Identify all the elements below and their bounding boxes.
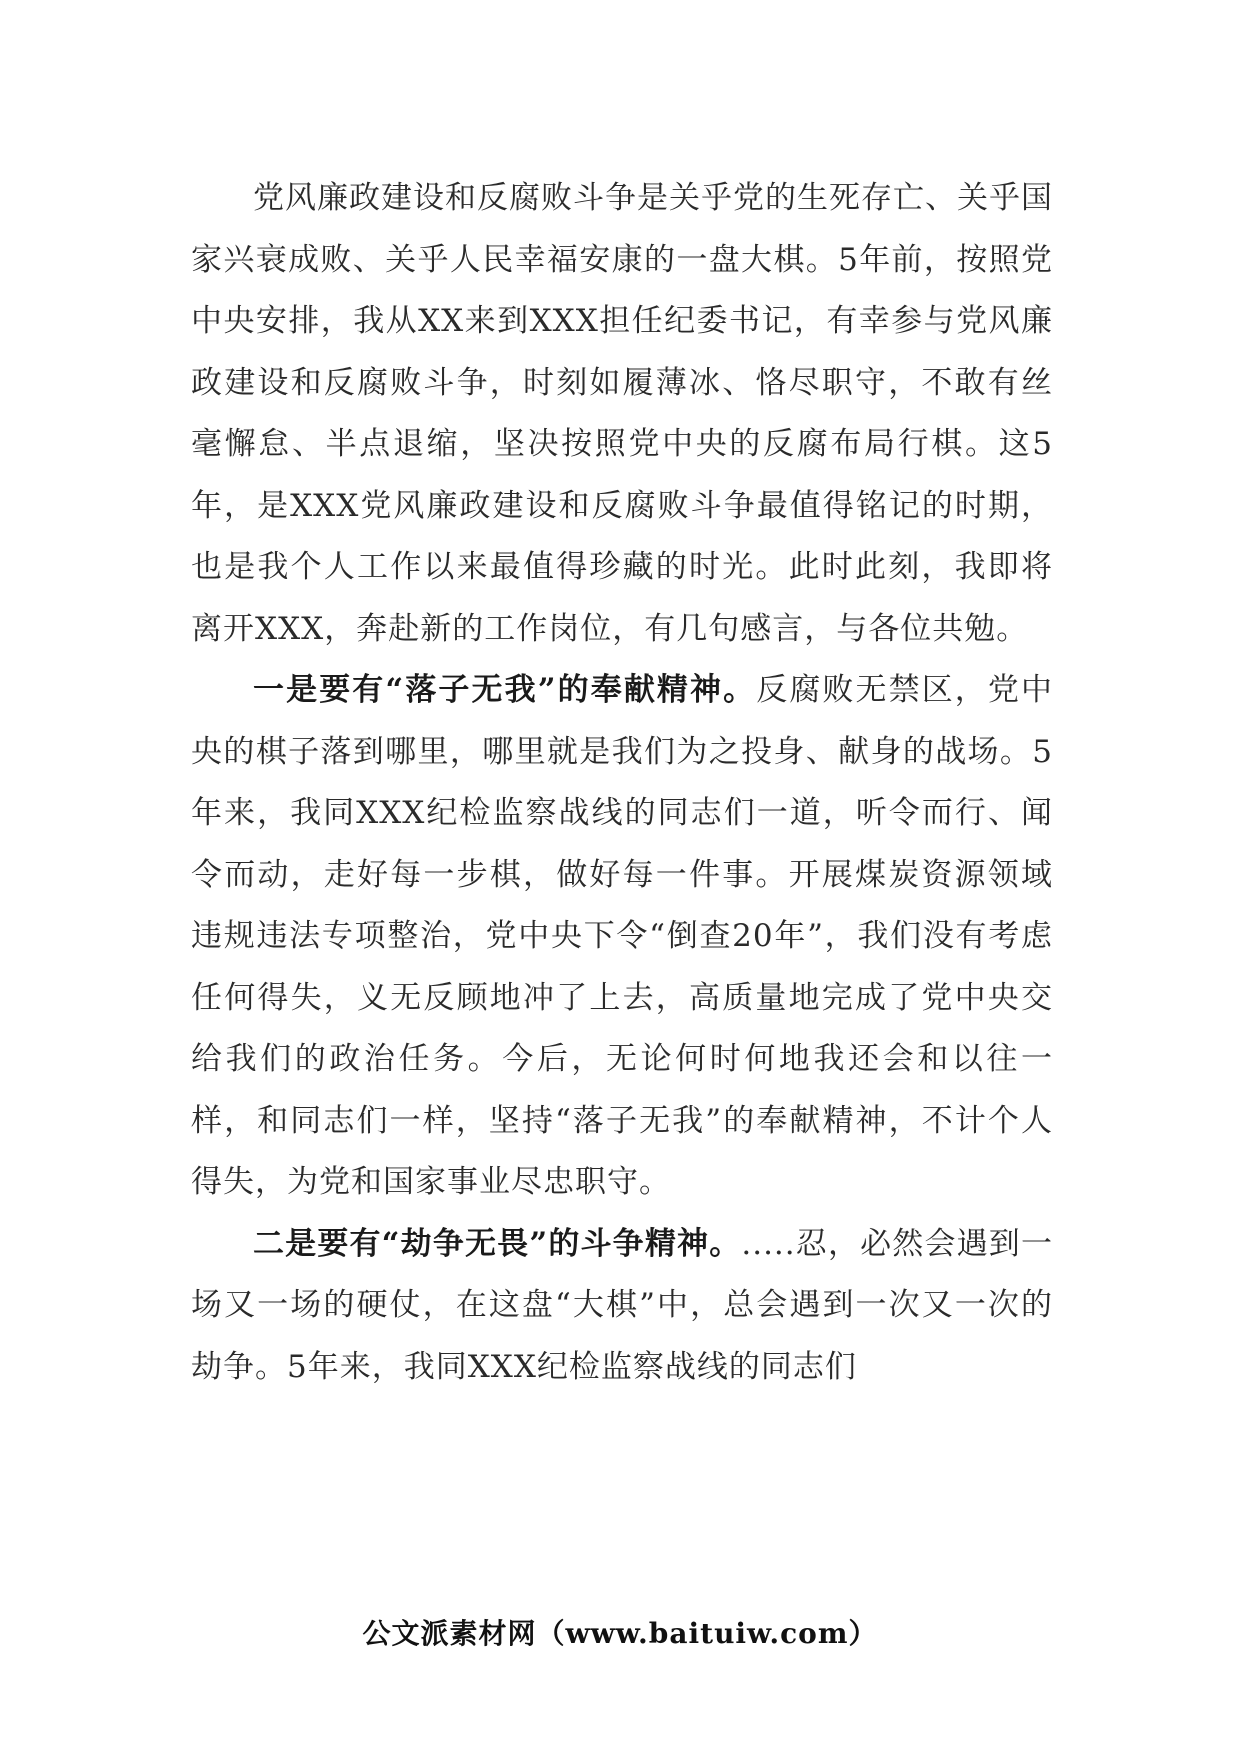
- paragraph-point-one: [191, 660, 1053, 1214]
- paragraph-intro: [191, 168, 1053, 660]
- paragraph-lead: 一是要有“落子无我”的奉献精神。: [253, 672, 757, 708]
- paragraph-text: 反腐败无禁区，党中央的棋子落到哪里，哪里就是我们为之投身、献身的战场。5年来，我同XXX纪检监察战线的同志们一道，听令而行、闻令而动，走好每一步棋，做好每一件事。开展煤炭资源领域违规违法专项整治，党中央下令“倒查20年”，我们没有考虑任何得失，义无反顾地冲了上去，高质量地完成了党中央交给我们的政治任务。今后，无论何时何地我还会和以往一样，和同志们一样，坚持“落子无我”的奉献精神，不计个人得失，为党和国家事业尽忠职守。: [191, 672, 1053, 1200]
- document-body: [191, 168, 1053, 1398]
- paragraph-text: 党风廉政建设和反腐败斗争是关乎党的生死存亡、关乎国家兴衰成败、关乎人民幸福安康的一盘大棋。5年前，按照党中央安排，我从XX来到XXX担任纪委书记，有幸参与党风廉政建设和反腐败斗争，时刻如履薄冰、恪尽职守，不敢有丝毫懈怠、半点退缩，坚决按照党中央的反腐布局行棋。这5年，是XXX党风廉政建设和反腐败斗争最值得铭记的时期，也是我个人工作以来最值得珍藏的时光。此时此刻，我即将离开XXX，奔赴新的工作岗位，有几句感言，与各位共勉。: [191, 180, 1053, 647]
- footer-watermark: 公文派素材网（www.baituiw.com）: [362, 1617, 878, 1650]
- paragraph-point-two: [191, 1214, 1053, 1399]
- paragraph-lead: 二是要有“劫争无畏”的斗争精神。: [253, 1225, 742, 1262]
- paragraph-text: .....忍，必然会遇到一场又一场的硬仗，在这盘“大棋”中，总会遇到一次又一次的劫争。5年来，我同XXX纪检监察战线的同志们: [191, 1225, 1053, 1385]
